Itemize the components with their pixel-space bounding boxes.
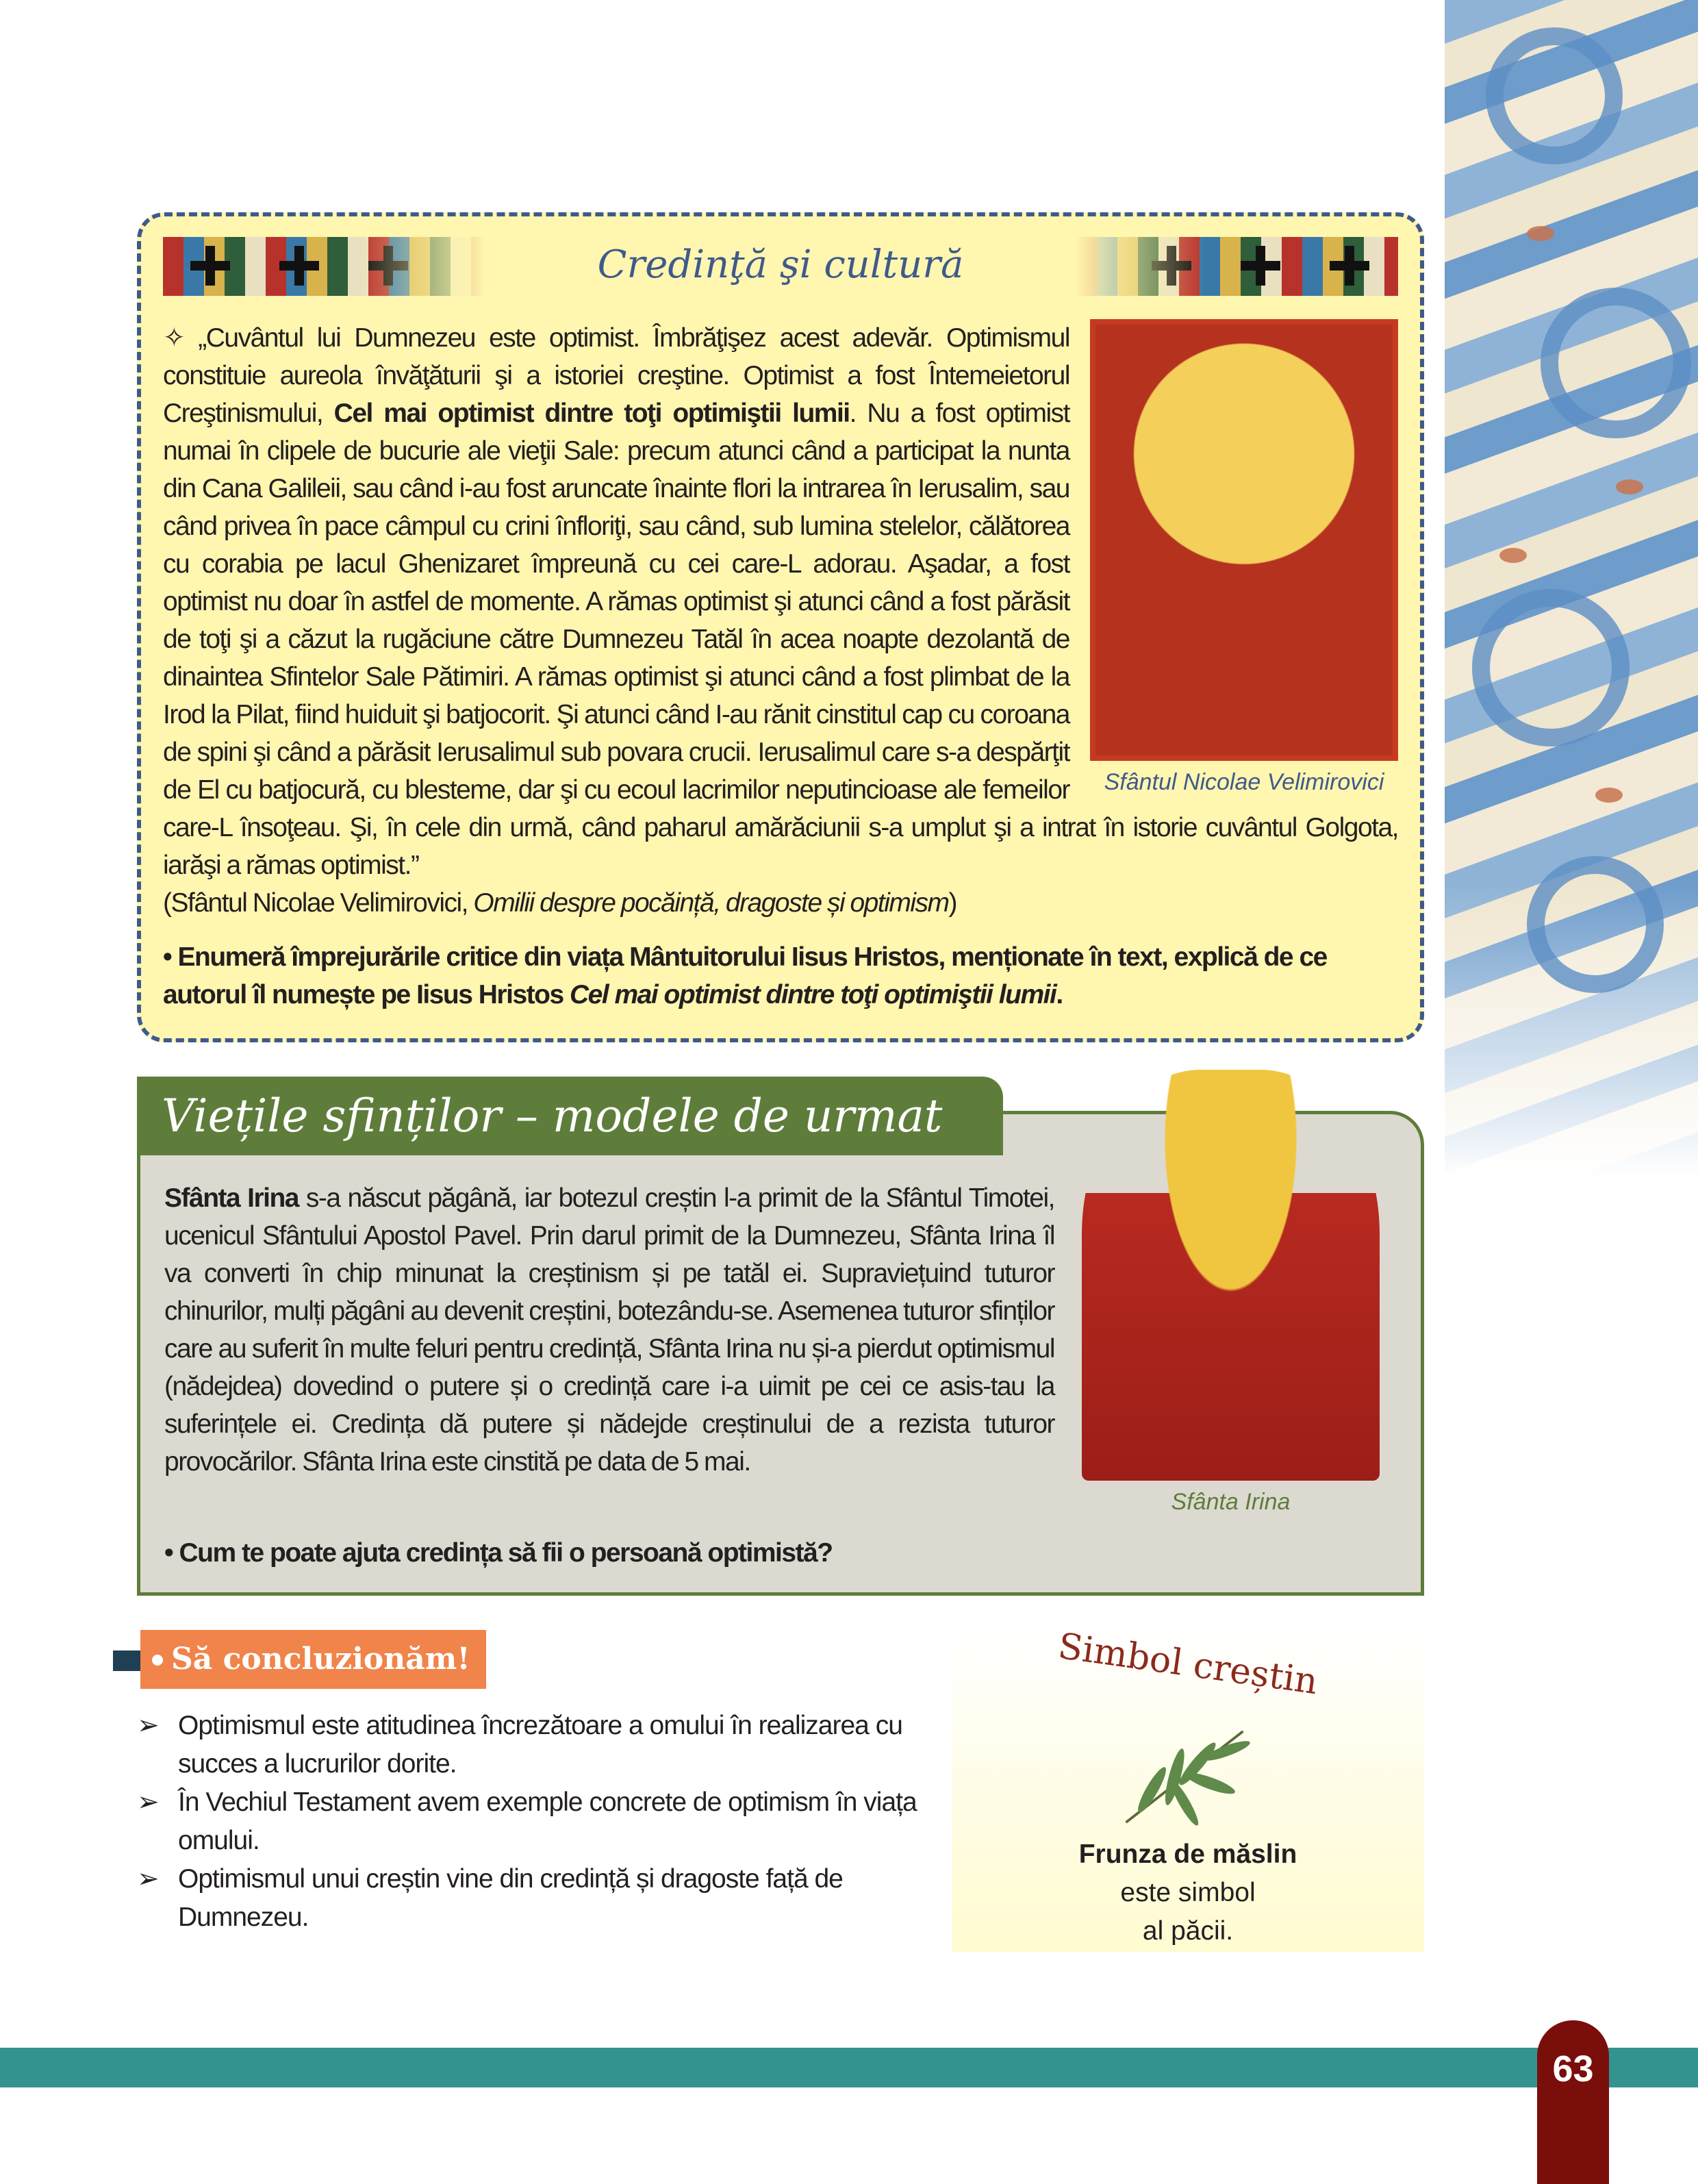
quote-part: . Nu a fost optimist numai în clipele de bucurie ale vieţii Sale: precum atunci când a participat la nunta din Cana Galileii, sau când i-au fost aruncate înainte flori la intrarea în Ierusalim, sau când privea în pace câmpul cu crini înfloriţi, sau când, sub lumina stelelor, călătorea cu corabia pe lacul Ghenizaret împreună cu cei care-L adorau. Aşadar, a fost optimist nu doar în astfel de momente. A rămas optimist şi atunci când a fost părăsit de toţi şi a căzut la rugăciune către Dumnezeu Tatăl în acea noapte dezolantă de dinaintea Sfintelor Sale Pătimiri. A rămas optimist şi atunci când a fost plimbat de la Irod la Pilat, fiind huiduit şi batjocorit. Şi atunci când I-au rănit cinstitul cap cu coroana de spini şi când a părăsit — [163, 399, 1069, 767]
irina-name: Sfânta Irina — [164, 1183, 299, 1213]
section-title: Credinţă şi cultură — [597, 242, 964, 287]
ornament-left — [163, 237, 485, 296]
quote-part: Ierusalimul sub povara crucii. Ierusalimul care s-a despărţit de El cu batjocură, cu blesteme, dar şi cu ecoul lacrimilor neputincioase ale femeilor care-L însoţeau. Şi, în cele din urmă, când paharul amărăciunii s-a umplut şi a intrat în istorie cuvântul Golgota, iarăşi a rămas optimist.” — [163, 738, 1398, 880]
list-item-text: Optimismul unui creștin vine din credință și dragoste față de Dumnezeu. — [178, 1864, 843, 1932]
question-text: • Enumeră împrejurările critice din viața Mântuitorului Iisus Hristos, menționate în text, explică de ce autorul îl numește pe Iisus Hristos — [163, 942, 1327, 1009]
source-end: ) — [948, 888, 957, 918]
conclusion-list — [137, 1707, 924, 1937]
symbol-line: al păcii. — [1142, 1916, 1234, 1946]
list-item — [137, 1707, 924, 1783]
decorative-border — [1445, 0, 1698, 1178]
christian-symbol-box — [952, 1625, 1424, 1952]
saint-irina-figure — [1082, 1070, 1380, 1519]
page-content — [137, 212, 1424, 1952]
conclusion-header — [137, 1630, 924, 1689]
faith-culture-box — [137, 212, 1424, 1042]
symbol-line: este simbol — [1120, 1878, 1256, 1907]
arrow-bullet-icon: ➢ — [137, 1711, 159, 1740]
image-caption: Sfântul Nicolae Velimirovici — [1104, 769, 1384, 795]
question: • Cum te poate ajuta credința să fii o persoană optimistă? — [164, 1538, 833, 1568]
quote-bold: Cel mai optimist dintre toţi optimiştii lumii — [333, 399, 850, 428]
list-item-text: În Vechiul Testament avem exemple concrete de optimism în viața omului. — [178, 1787, 917, 1855]
saint-nicolae-figure — [1090, 319, 1398, 799]
symbol-title: Simbol creștin — [1055, 1625, 1321, 1703]
saint-nicolae-icon-image — [1090, 319, 1398, 761]
arrow-bullet-icon: ➢ — [137, 1787, 159, 1817]
arrow-bullet-icon: ➢ — [137, 1864, 159, 1894]
saint-irina-icon-image — [1082, 1070, 1380, 1481]
saints-lives-box — [137, 1111, 1424, 1596]
ornament-right — [1076, 237, 1398, 296]
list-item — [137, 1860, 924, 1937]
source-title: Omilii despre pocăință, dragoste și optimism — [473, 888, 949, 918]
olive-branch-icon — [1109, 1705, 1260, 1835]
conclusion-section — [137, 1630, 924, 1952]
question-italic: Cel mai optimist dintre toţi optimiştii lumii — [569, 980, 1056, 1009]
saints-section-title: Viețile sfinților – modele de urmat — [137, 1077, 1003, 1155]
image-caption: Sfânta Irina — [1171, 1489, 1291, 1515]
irina-body: s-a născut păgână, iar botezul creștin l-a primit de la Sfântul Timotei, ucenicul Sfântului Apostol Pavel. Prin darul primit de la Dumnezeu, Sfânta Irina îl va converti în chip minunat la creștinism și pe tatăl ei. Supraviețuind tuturor chinurilor, mulți păgâni au devenit creștini, botezându-se. Asemenea tuturor sfinților care au suferit în multe feluri pentru credință, Sfânta Irina nu și-a pierdut optimismul (nădejdea) dovedind o putere și o credință care i-a uimit pe cei ce asis-tau la suferințele ei. Credința dă putere și nădejde creștinului de a rezista tuturor provocărilor. Sfânta Irina este cinstită pe data de 5 mai. — [164, 1183, 1054, 1477]
symbol-line: Frunza de măslin — [1078, 1840, 1297, 1869]
list-item — [137, 1783, 924, 1860]
source-author: (Sfântul Nicolae Velimirovici, — [163, 888, 474, 918]
question — [163, 922, 1398, 1014]
question-end: . — [1056, 980, 1063, 1009]
conclusion-title: Să concluzionăm! — [140, 1630, 486, 1689]
saints-section — [137, 1077, 1424, 1596]
bottom-section — [137, 1625, 1424, 1952]
page-number: 63 — [1537, 2020, 1609, 2184]
quote-part: ✧ „Cuvântul lui Dumnezeu este optimist. Îmbrăţişez acest adevăr. Optimismul constituie aureola învăţăturii şi a istoriei creştine. Optimist a fost Întemeietorul Creştinismului, — [163, 323, 1069, 428]
quote-source — [163, 884, 1398, 922]
footer-bar — [0, 2048, 1698, 2087]
list-item-text: Optimismul este atitudinea încrezătoare a omului în realizarea cu succes a lucrurilor dorite. — [178, 1711, 902, 1779]
bullet-dot-icon — [152, 1655, 163, 1666]
